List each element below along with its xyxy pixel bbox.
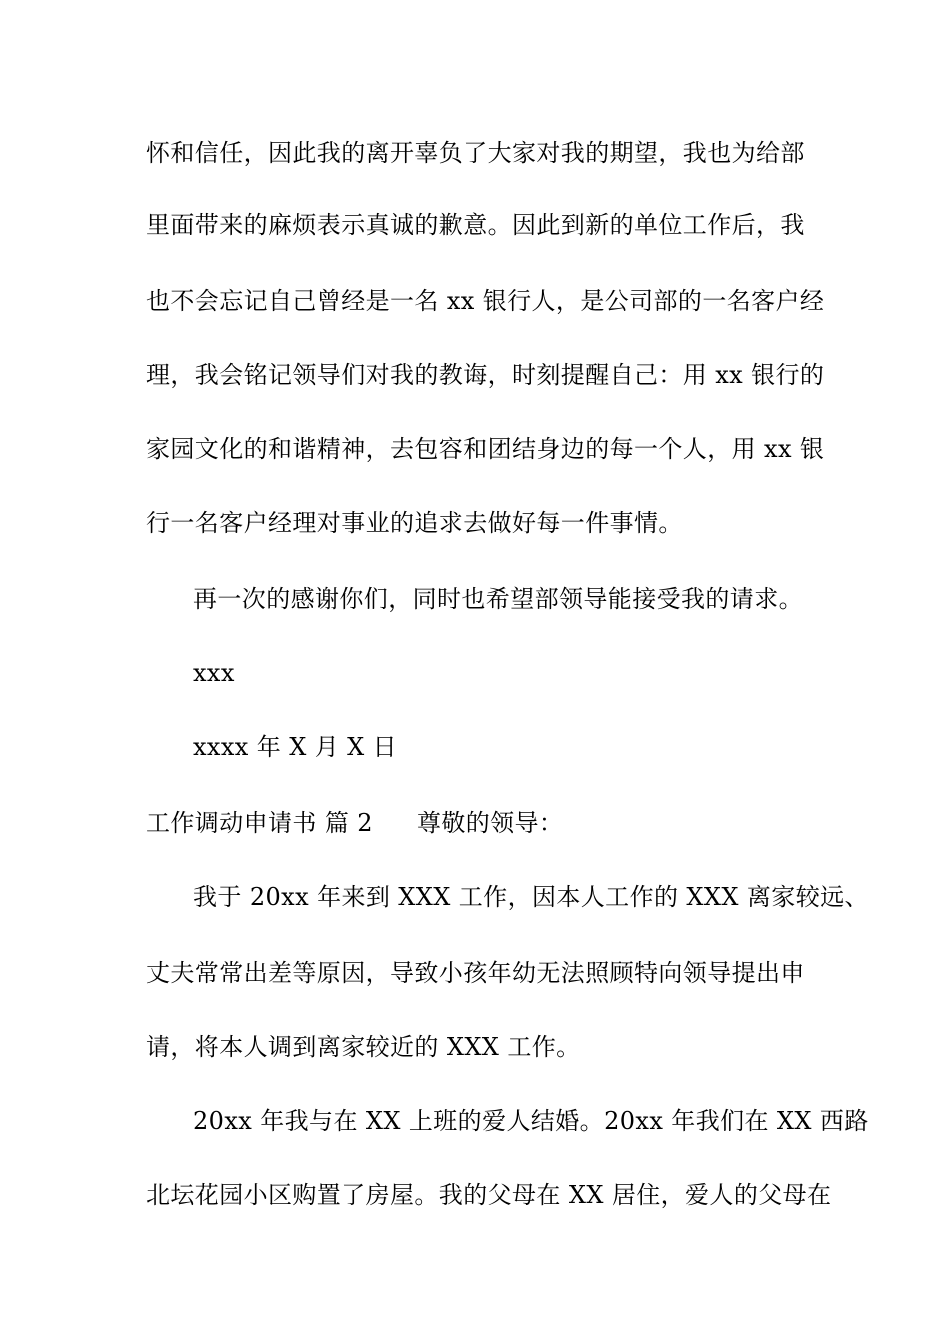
paragraph-line: 我于 20xx 年来到 XXX 工作，因本人工作的 XXX 离家较远、 [193,883,869,911]
paragraph-line: 理，我会铭记领导们对我的教诲，时刻提醒自己：用 xx 银行的 [146,361,825,389]
paragraph-line: 怀和信任，因此我的离开辜负了大家对我的期望，我也为给部 [146,139,805,167]
paragraph-line: 也不会忘记自己曾经是一名 xx 银行人，是公司部的一名客户经 [146,287,825,315]
section-heading [146,808,810,838]
paragraph-line: 20xx 年我与在 XX 上班的爱人结婚。20xx 年我们在 XX 西路 [193,1107,869,1135]
signature-name: xxx [193,659,235,687]
salutation: 尊敬的领导： [416,809,564,837]
paragraph-line: 里面带来的麻烦表示真诚的歉意。因此到新的单位工作后，我 [146,211,805,239]
paragraph-line: 家园文化的和谐精神，去包容和团结身边的每一个人，用 xx 银 [146,435,825,463]
section-title: 工作调动申请书 篇 2 [146,809,373,837]
paragraph-line: 请，将本人调到离家较近的 XXX 工作。 [146,1033,581,1061]
paragraph-line: 行一名客户经理对事业的追求去做好每一件事情。 [146,509,683,537]
closing-thanks: 再一次的感谢你们，同时也希望部领导能接受我的请求。 [193,585,803,613]
signature-date: xxxx 年 X 月 X 日 [193,733,398,761]
paragraph-line: 丈夫常常出差等原因，导致小孩年幼无法照顾特向领导提出申 [146,959,805,987]
paragraph-line: 北坛花园小区购置了房屋。我的父母在 XX 居住，爱人的父母在 [146,1181,832,1209]
